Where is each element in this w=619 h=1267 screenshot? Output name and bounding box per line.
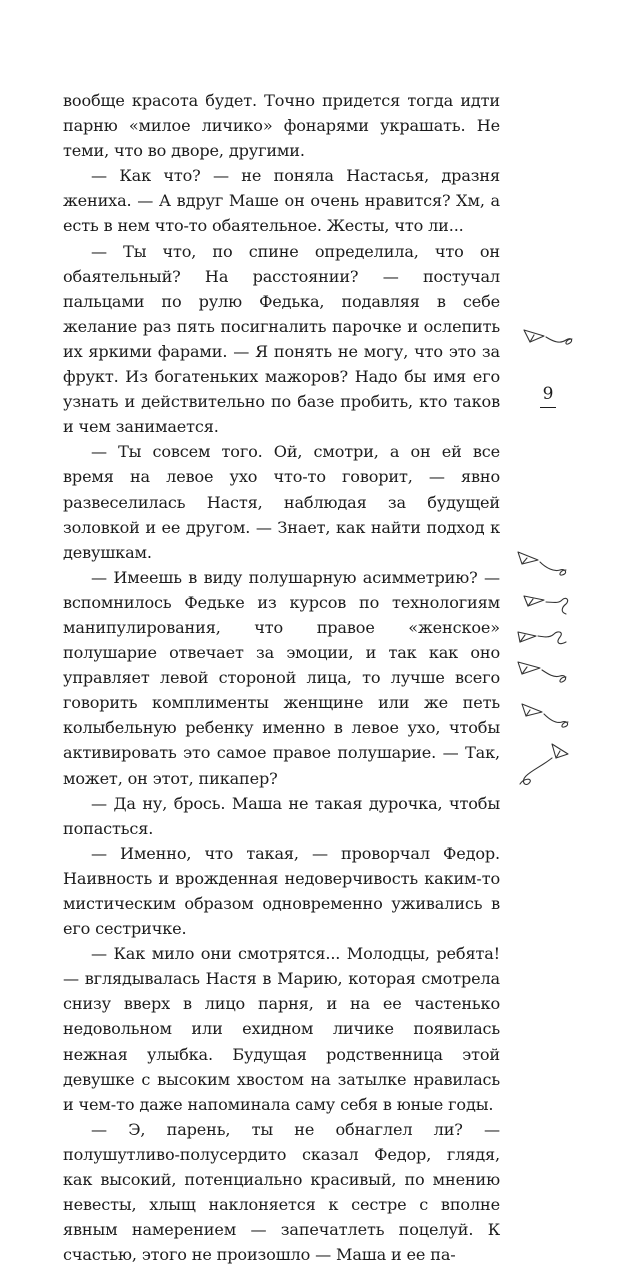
paper-plane-icon	[522, 322, 582, 352]
paper-plane-icon	[520, 590, 582, 620]
paragraph: — Именно, что такая, — проворчал Федор. Наивность и врожденная недоверчивость каким-то мистическим образом одновременно уживались в его сестричке.	[63, 843, 500, 939]
page-body-text	[63, 88, 500, 1267]
paper-plane-icon	[514, 656, 576, 690]
paper-plane-icon	[518, 700, 578, 734]
paper-plane-icon	[512, 740, 578, 796]
paragraph: — Да ну, брось. Маша не такая дурочка, чтобы попасться.	[63, 793, 500, 838]
paper-plane-icon	[512, 622, 578, 654]
paragraph: — Э, парень, ты не обнаглел ли? — полушутливо-полусердито сказал Федор, глядя, как высокий, потенциально красивый, по мнению невесты, хлыщ наклоняется к сестре с вполне явным намерением — запечатлеть поцелуй. К счастью, этого не произошло — Маша и ее па-	[63, 1119, 500, 1265]
paper-plane-icon	[516, 548, 578, 580]
page-number: 9	[542, 384, 554, 404]
paragraph: — Как мило они смотрятся... Молодцы, ребята! — вглядывалась Настя в Марию, которая смотрела снизу вверх в лицо парня, и на ее частенько недовольном или ехидном личике появилась нежная улыбка. Будущая родственница этой девушке с высоким хвостом на затылке нравилась и чем-то даже напоминала саму себя в юные годы.	[63, 944, 500, 1114]
page-number-underline	[540, 407, 556, 408]
paragraph: — Ты совсем того. Ой, смотри, а он ей все время на левое ухо что-то говорит, — явно развеселилась Настя, наблюдая за будущей золовкой и ее другом. — Знает, как найти подход к девушкам.	[63, 442, 500, 562]
paragraph: вообще красота будет. Точно придется тогда идти парню «милое личико» фонарями украшать. Не теми, что во дворе, другими.	[63, 91, 500, 161]
paragraph: — Имеешь в виду полушарную асимметрию? — вспомнилось Федьке из курсов по технологиям манипулирования, что правое «женское» полушарие отвечает за эмоции, и так как оно управляет левой стороной лица, то лучше всего говорить комплименты женщине или же петь колыбельную ребенку именно в левое ухо, чтобы активировать это самое правое полушарие. — Так, может, он этот, пикапер?	[63, 567, 500, 788]
paragraph: — Ты что, по спине определила, что он обаятельный? На расстоянии? — постучал пальцами по рулю Федька, подавляя в себе желание раз пять посигналить парочке и ослепить их яркими фарами. — Я понять не могу, что это за фрукт. Из богатеньких мажоров? Надо бы имя его узнать и действительно по базе пробить, кто таков и чем занимается.	[63, 241, 500, 437]
paragraph: — Как что? — не поняла Настасья, дразня жениха. — А вдруг Маше он очень нравится? Хм, а есть в нем что-то обаятельное. Жесты, что ли...	[63, 166, 500, 236]
